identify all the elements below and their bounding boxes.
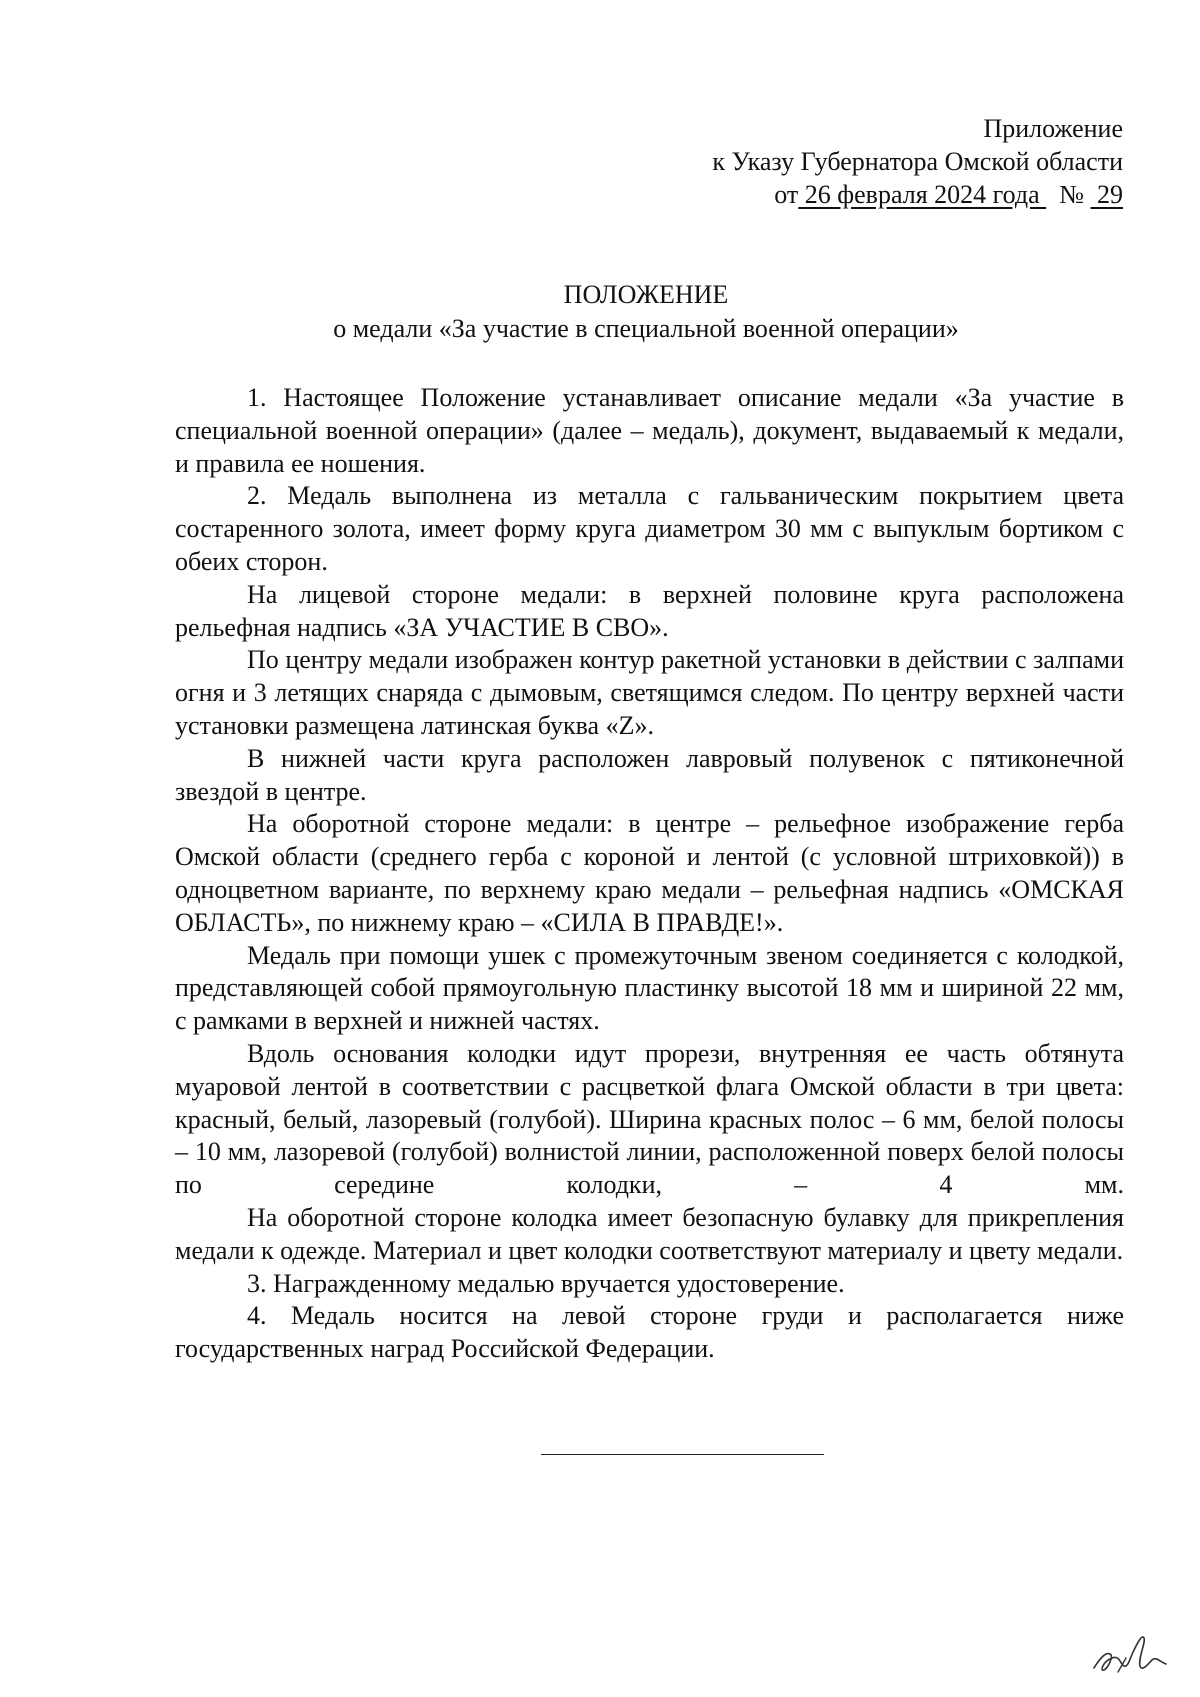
- decree-date: 26 февраля 2024 года: [798, 180, 1047, 209]
- paragraph-9: На оборотной стороне колодка имеет безопасную булавку для прикрепления медали к одежде. Материал и цвет колодки соответствуют материалу и цвету медали.: [175, 1202, 1124, 1265]
- appendix-header: [712, 112, 1123, 211]
- paragraph-11: 4. Медаль носится на левой стороне груди и располагается ниже государственных наград Российской Федерации.: [175, 1301, 1124, 1364]
- decree-number: 29: [1090, 180, 1123, 209]
- handwritten-initials-signature: [1090, 1628, 1174, 1678]
- title-heading: ПОЛОЖЕНИЕ: [563, 280, 729, 309]
- paragraph-2: 2. Медаль выполнена из металла с гальваническим покрытием цвета состаренного золота, имеет форму круга диаметром 30 мм с выпуклым бортиком с обеих сторон.: [175, 481, 1124, 576]
- paragraph-6: На оборотной стороне медали: в центре – рельефное изображение герба Омской области (среднего герба с короной и лентой (с условной штриховкой)) в одноцветном варианте, по верхнему краю медали – рельефная надпись «ОМСКАЯ ОБЛАСТЬ», по нижнему краю – «СИЛА В ПРАВДЕ!».: [175, 809, 1124, 937]
- paragraph-1: 1. Настоящее Положение устанавливает описание медали «За участие в специальной военной операции» (далее – медаль), документ, выдаваемый к медали, и правила ее ношения.: [175, 383, 1124, 478]
- appendix-label: Приложение: [983, 114, 1123, 143]
- paragraph-10: 3. Награжденному медалью вручается удостоверение.: [247, 1268, 845, 1298]
- paragraph-5: В нижней части круга расположен лавровый полувенок с пятиконечной звездой в центре.: [175, 743, 1124, 806]
- appendix-decree-reference: к Указу Губернатора Омской области: [712, 147, 1123, 176]
- document-body: [175, 382, 1124, 1366]
- document-title: [168, 278, 1124, 346]
- end-rule: [541, 1454, 824, 1455]
- date-prefix: от: [774, 180, 799, 209]
- paragraph-8: Вдоль основания колодки идут прорези, внутренняя ее часть обтянута муаровой лентой в соответствии с расцветкой флага Омской области в три цвета: красный, белый, лазоревый (голубой). Ширина красных полос – 6 мм, белой полосы – 10 мм, лазоревой (голубой) волнистой линии, расположенной поверх белой полосы по середине колодки, – 4 мм.: [175, 1038, 1124, 1200]
- paragraph-3: На лицевой стороне медали: в верхней половине круга расположена рельефная надпись «ЗА УЧАСТИЕ В СВО».: [175, 579, 1124, 642]
- title-subheading: о медали «За участие в специальной военной операции»: [333, 314, 959, 343]
- appendix-date-line: [712, 178, 1123, 211]
- paragraph-7: Медаль при помощи ушек с промежуточным звеном соединяется с колодкой, представляющей собой прямоугольную пластинку высотой 18 мм и шириной 22 мм, с рамками в верхней и нижней частях.: [175, 940, 1124, 1036]
- number-sign: №: [1059, 180, 1084, 209]
- paragraph-4: По центру медали изображен контур ракетной установки в действии с залпами огня и 3 летящих снаряда с дымовым, светящимся следом. По центру верхней части установки размещена латинская буква «Z».: [175, 645, 1124, 740]
